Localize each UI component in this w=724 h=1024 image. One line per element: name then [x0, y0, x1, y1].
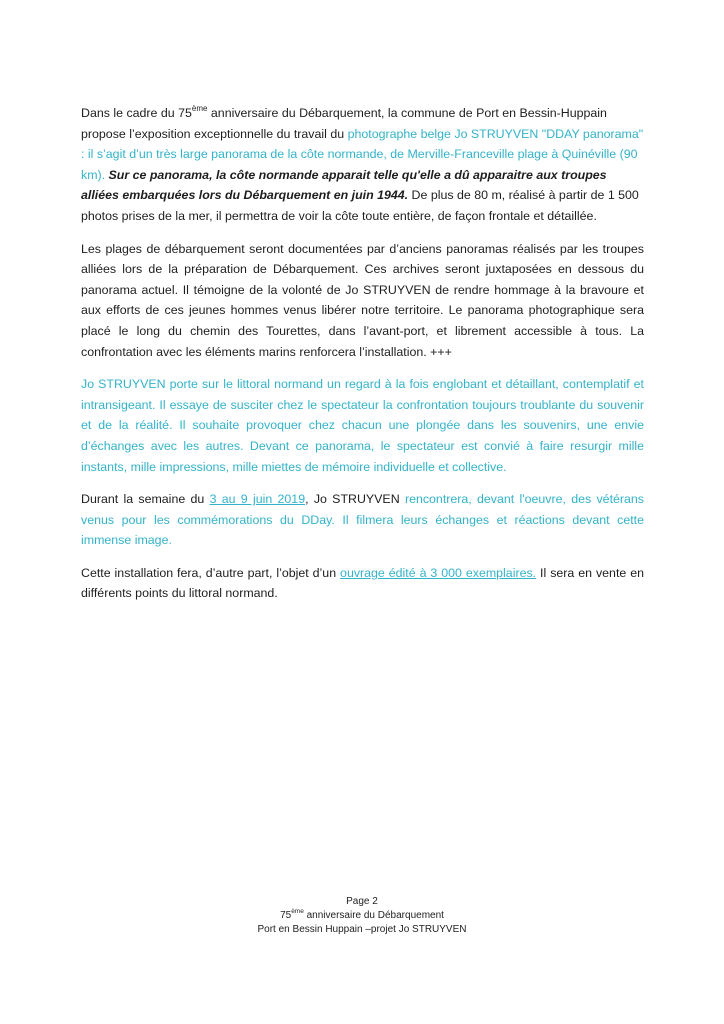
text-run: 75 [280, 910, 292, 921]
text-run: Il sera en vente en différents points du littoral normand. [81, 565, 644, 601]
dates-link[interactable]: 3 au 9 juin 2019 [209, 492, 306, 507]
paragraph-beaches [81, 239, 644, 363]
paragraph-book [81, 563, 644, 604]
highlighted-text: photographe belge Jo STRUYVEN "DDAY panorama" : il s’agit d’un très large panorama de la côte normande, de Merville-Franceville plage à Quinéville (90 km). [81, 126, 644, 182]
emphasized-text: Sur ce panorama, la côte normande apparait telle qu'elle a dû apparaitre aux troupes alliées embarquées lors du Débarquement en juin 1944. [81, 167, 607, 203]
page-number: Page 2 [346, 896, 378, 907]
document-body [81, 103, 644, 616]
paragraph-week [81, 489, 644, 551]
footer-project: Port en Bessin Huppain –projet Jo STRUYVEN [257, 924, 467, 935]
highlighted-text: rencontrera, devant l'oeuvre, des vétérans venus pour les commémorations du DDay. Il filmera leurs échanges et réactions devant cette immense image. [81, 492, 645, 548]
text-run: , Jo STRUYVEN [305, 492, 405, 507]
page-footer [0, 895, 724, 937]
highlighted-text: Jo STRUYVEN porte sur le littoral normand un regard à la fois englobant et détaillant, contemplatif et intransigeant. Il essaye de susciter chez le spectateur la confrontation toujours troublante du souvenir et de la réalité. Il souhaite provoquer chez chacun une plongée dans les souvenirs, une envie d’échanges avec les autres. Devant ce panorama, le spectateur est convié à faire resurgir mille instants, mille impressions, mille miettes de mémoire individuelle et collective. [81, 377, 644, 474]
text-run: Dans le cadre du 75 [81, 106, 192, 120]
paragraph-artist [81, 374, 644, 477]
text-run: Cette installation fera, d’autre part, l’objet d’un [81, 565, 341, 580]
book-link[interactable]: ouvrage édité à 3 000 exemplaires. [340, 565, 537, 580]
superscript: ème [191, 103, 208, 113]
text-run: anniversaire du Débarquement [303, 910, 444, 921]
text-run: De plus de 80 m, réalisé à partir de 1 500 photos prises de la mer, il permettra de voir la côte toute entière, de façon frontale et détaillée. [81, 188, 639, 223]
text-run: Durant la semaine du [81, 492, 210, 507]
text-run: Les plages de débarquement seront documentées par d’anciens panoramas réalisés par les troupes alliées lors de la préparation de Débarquement. Ces archives seront juxtaposées en dessous du panorama actuel. Il témoigne de la volonté de Jo STRUYVEN de rendre hommage à la bravoure et aux efforts de ces jeunes hommes venus libérer notre territoire. Le panorama photographique sera placé le long du chemin des Tourettes, dans l’avant-port, et librement accessible à tous. La confrontation avec les éléments marins renforcera l’installation. +++ [81, 241, 644, 359]
text-run: anniversaire du Débarquement, la commune de Port en Bessin-Huppain propose l’exposition exceptionnelle du travail du [81, 106, 607, 141]
superscript: ème [291, 907, 304, 915]
footer-anniversary [0, 909, 724, 923]
paragraph-intro [81, 103, 644, 227]
